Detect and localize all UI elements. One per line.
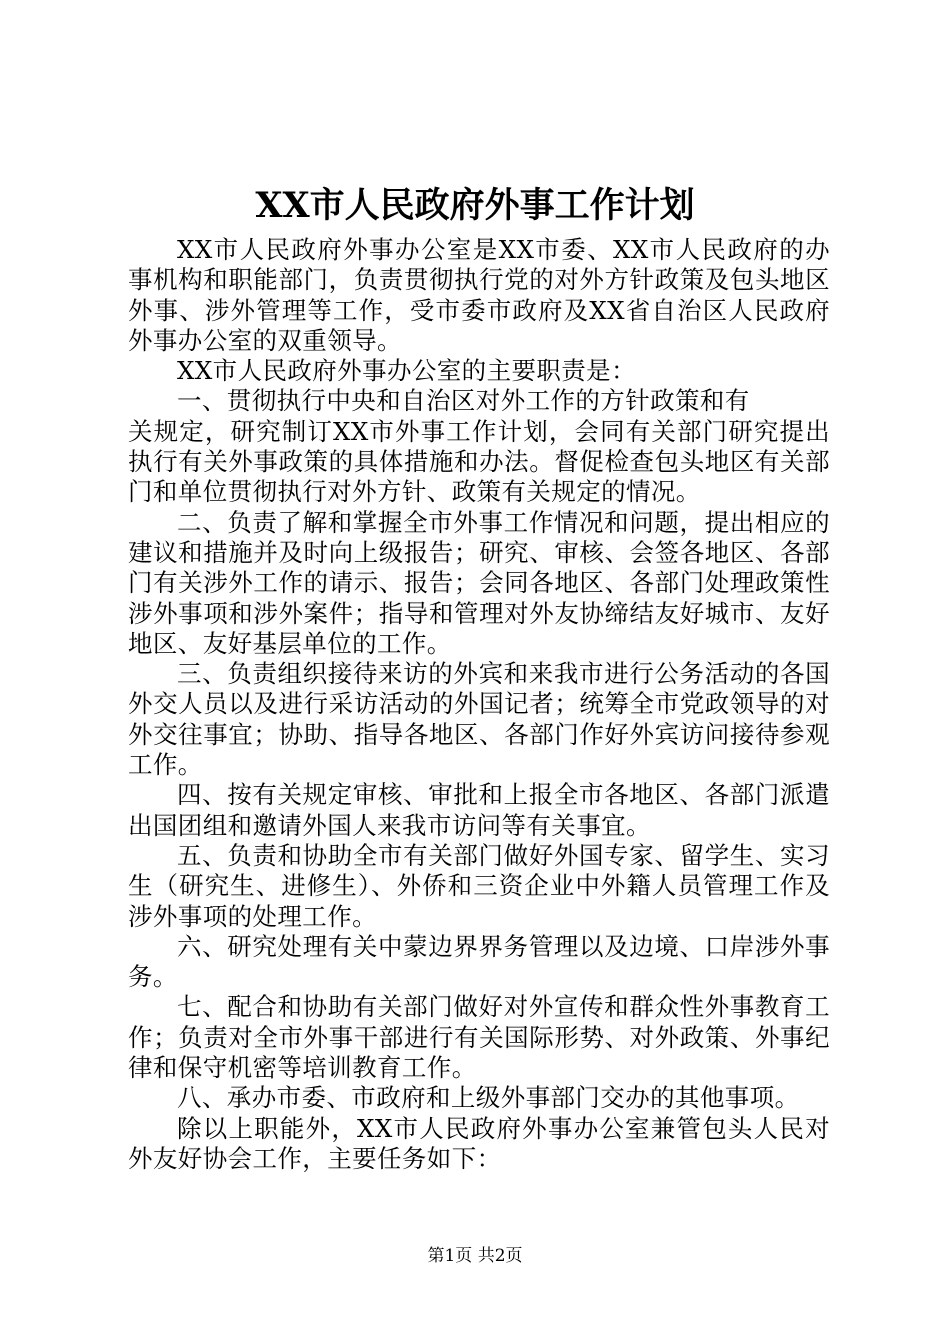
document-body	[128, 235, 830, 1174]
paragraph: 三、负责组织接待来访的外宾和来我市进行公务活动的各国外交人员以及进行采访活动的外国记者；统筹全市党政领导的对外交往事宜；协助、指导各地区、各部门作好外宾访问接待参观工作。	[128, 659, 830, 780]
paragraph: XX市人民政府外事办公室的主要职责是：	[177, 356, 636, 386]
document-title: XX市人民政府外事工作计划	[255, 185, 695, 226]
paragraph: 一、贯彻执行中央和自治区对外工作的方针政策和有	[177, 386, 750, 416]
paragraph: 八、承办市委、市政府和上级外事部门交办的其他事项。	[177, 1083, 800, 1113]
paragraph: 除以上职能外，XX市人民政府外事办公室兼管包头人民对外友好协会工作，主要任务如下：	[128, 1113, 830, 1173]
paragraph: 七、配合和协助有关部门做好对外宣传和群众性外事教育工作；负责对全市外事干部进行有关国际形势、对外政策、外事纪律和保守机密等培训教育工作。	[128, 992, 830, 1083]
page-footer: 第1页 共2页	[427, 1246, 523, 1266]
paragraph: 六、研究处理有关中蒙边界界务管理以及边境、口岸涉外事务。	[128, 931, 830, 992]
paragraph: 四、按有关规定审核、审批和上报全市各地区、各部门派遣出国团组和邀请外国人来我市访问等有关事宜。	[128, 780, 830, 840]
paragraph: XX市人民政府外事办公室是XX市委、XX市人民政府的办事机构和职能部门，负责贯彻执行党的对外方针政策及包头地区外事、涉外管理等工作，受市委市政府及XX省自治区人民政府外事办公室的双重领导。	[128, 235, 830, 355]
paragraph: 二、负责了解和掌握全市外事工作情况和问题，提出相应的建议和措施并及时向上级报告；研究、审核、会签各地区、各部门有关涉外工作的请示、报告；会同各地区、各部门处理政策性涉外事项和涉外案件；指导和管理对外友协缔结友好城市、友好地区、友好基层单位的工作。	[128, 507, 830, 658]
paragraph: 五、负责和协助全市有关部门做好外国专家、留学生、实习生（研究生、进修生）、外侨和三资企业中外籍人员管理工作及涉外事项的处理工作。	[128, 840, 830, 931]
paragraph: 关规定，研究制订XX市外事工作计划，会同有关部门研究提出执行有关外事政策的具体措施和办法。督促检查包头地区有关部门和单位贯彻执行对外方针、政策有关规定的情况。	[128, 416, 830, 507]
